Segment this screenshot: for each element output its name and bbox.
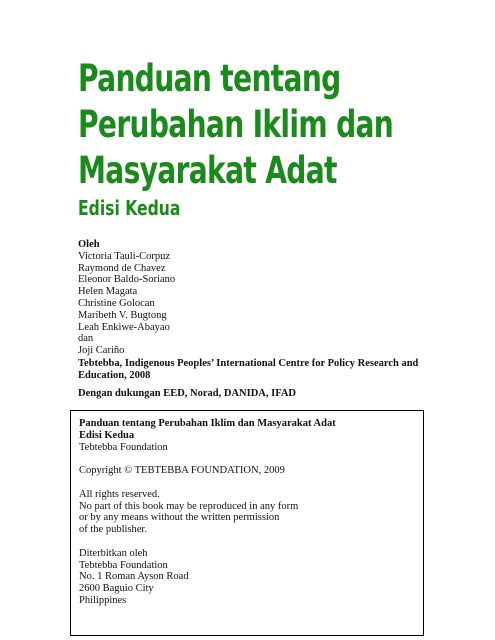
published-by: Diterbitkan oleh <box>79 547 148 559</box>
author-name: Helen Magata <box>78 286 138 298</box>
author-name: Leah Enkiwe-Abayao <box>78 321 170 333</box>
spacer <box>79 536 423 548</box>
address-line: Philippines <box>79 594 127 606</box>
title-line: Masyarakat Adat <box>78 149 337 192</box>
author-list <box>78 239 175 357</box>
support-statement: Dengan dukungan EED, Norad, DANIDA, IFAD <box>78 388 297 399</box>
rights-line: No part of this book may be reproduced in any form <box>79 500 299 512</box>
spacer <box>79 477 423 489</box>
rights-line: of the publisher. <box>79 524 147 536</box>
address-line: Tebtebba Foundation <box>79 559 168 571</box>
copyright-box <box>70 410 424 636</box>
author-conjunction: dan <box>78 333 94 345</box>
copyright-book-title: Panduan tentang Perubahan Iklim dan Masyarakat Adat <box>79 418 336 429</box>
copyright-notice: Copyright © TEBTEBBA FOUNDATION, 2009 <box>79 465 285 477</box>
author-heading: Oleh <box>78 239 100 250</box>
spacer <box>79 453 423 465</box>
edition-subtitle: Edisi Kedua <box>78 196 181 220</box>
rights-line: or by any means without the written permission <box>79 512 280 524</box>
author-name: Victoria Tauli-Corpuz <box>78 250 171 262</box>
address-line: 2600 Baguio City <box>79 583 154 595</box>
address-line: No. 1 Roman Ayson Road <box>79 571 189 583</box>
rights-line: All rights reserved. <box>79 488 160 500</box>
author-name: Christine Golocan <box>78 297 155 309</box>
author-name: Raymond de Chavez <box>78 262 166 274</box>
author-name: Joji Cariño <box>78 345 125 357</box>
title-line: Perubahan Iklim dan <box>78 103 394 146</box>
publisher-statement: Tebtebba, Indigenous Peoples’ International Centre for Policy Research and Education, 2008 <box>78 358 419 381</box>
author-name: Maribeth V. Bugtong <box>78 309 167 321</box>
title-line: Panduan tentang <box>78 57 341 100</box>
book-title <box>78 56 394 194</box>
author-name: Eleonor Baldo-Soriano <box>78 274 176 286</box>
copyright-organization: Tebtebba Foundation <box>79 441 168 453</box>
copyright-edition: Edisi Kedua <box>79 429 135 441</box>
